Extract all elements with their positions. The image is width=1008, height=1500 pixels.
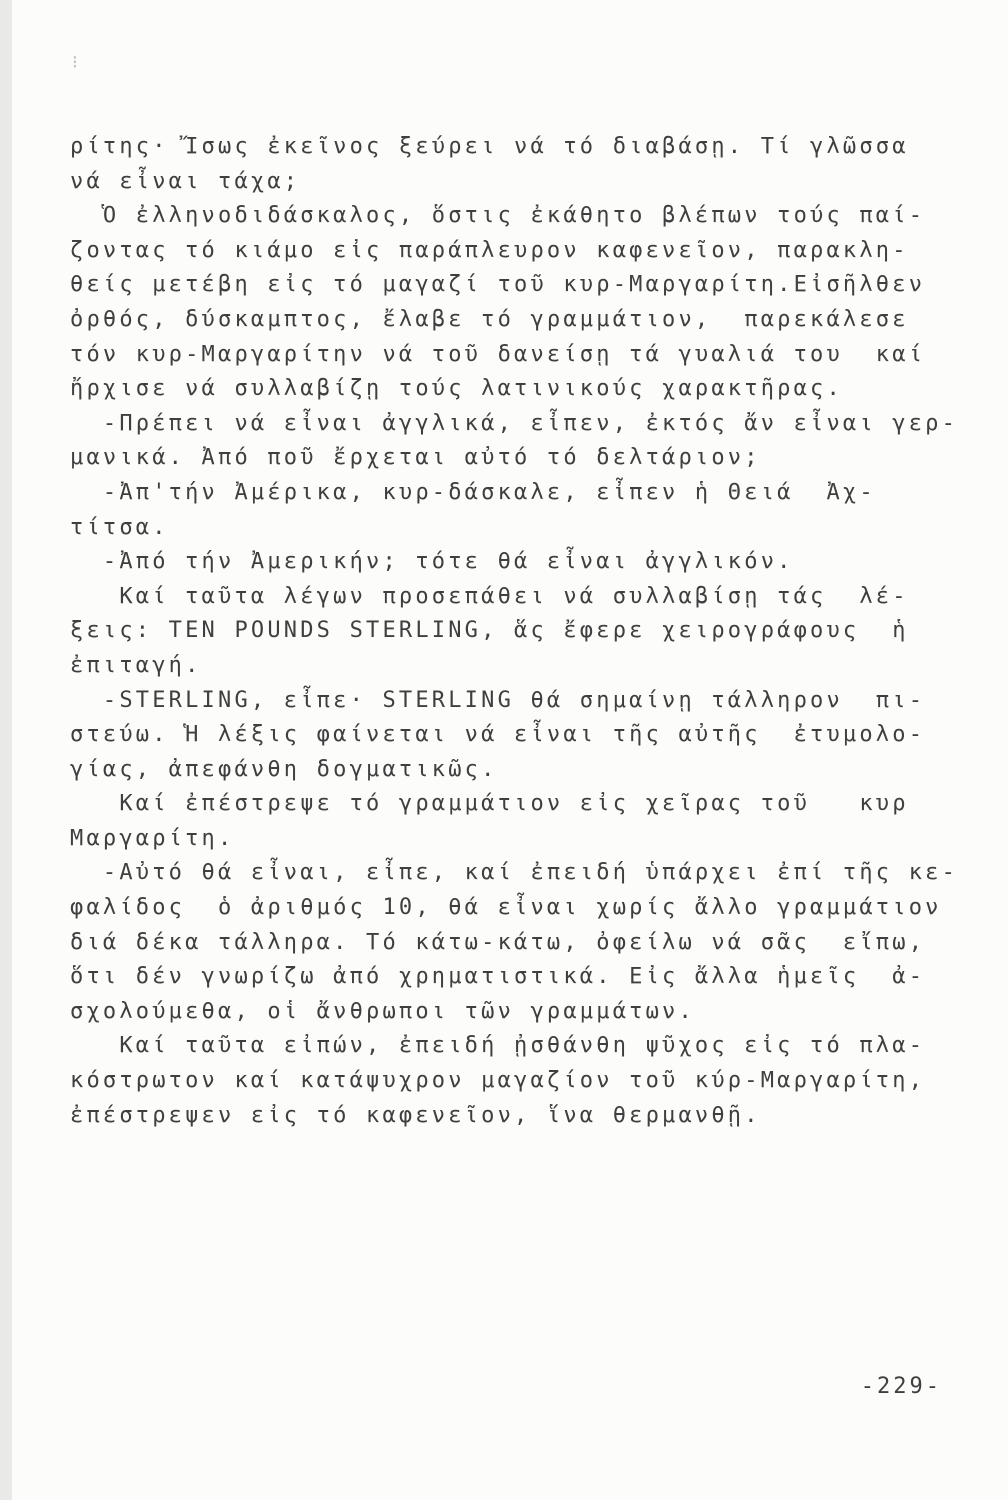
text-line: Ὁ ἐλληνοδιδάσκαλος, ὅστις ἐκάθητο βλέπων τούς παί- bbox=[70, 203, 926, 229]
text-line: -Ἀπό τήν Ἀμερικήν; τότε θά εἶναι ἀγγλικόν. bbox=[70, 549, 794, 575]
margin-mark: ⁝ bbox=[72, 52, 78, 73]
text-line: ἐπιταγή. bbox=[70, 652, 202, 678]
text-line: Καί ταῦτα εἰπών, ἐπειδή ᾐσθάνθη ψῦχος εἰς τό πλα- bbox=[70, 1033, 926, 1059]
text-line: Καί ταῦτα λέγων προσεπάθει νά συλλαβίσῃ τάς λέ- bbox=[70, 583, 909, 609]
text-line: ἐπέστρεψεν εἰς τό καφενεῖον, ἵνα θερμανθῇ. bbox=[70, 1102, 761, 1128]
body-text bbox=[70, 130, 960, 1133]
text-line: διά δέκα τάλληρα. Τό κάτω-κάτω, ὀφείλω νά σᾶς εἴπω, bbox=[70, 929, 926, 955]
page-number: -229- bbox=[860, 1374, 942, 1399]
text-line: θείς μετέβη εἰς τό μαγαζί τοῦ κυρ-Μαργαρίτη.Εἰσῆλθεν bbox=[70, 272, 926, 298]
text-line: τόν κυρ-Μαργαρίτην νά τοῦ δανείσῃ τά γυαλιά του καί bbox=[70, 341, 926, 367]
text-line: κόστρωτον καί κατάψυχρον μαγαζίον τοῦ κύρ-Μαργαρίτη, bbox=[70, 1068, 926, 1094]
text-line: -Αὐτό θά εἶναι, εἶπε, καί ἐπειδή ὑπάρχει ἐπί τῆς κε- bbox=[70, 860, 959, 886]
text-line: σχολούμεθα, οἱ ἄνθρωποι τῶν γραμμάτων. bbox=[70, 998, 695, 1024]
text-line: ζοντας τό κιάμο εἰς παράπλευρον καφενεῖον, παρακλη- bbox=[70, 237, 909, 263]
text-line: ὀρθός, δύσκαμπτος, ἔλαβε τό γραμμάτιον, παρεκάλεσε bbox=[70, 306, 909, 332]
text-line: ρίτης· Ἴσως ἐκεῖνος ξεύρει νά τό διαβάσῃ. Τί γλῶσσα bbox=[70, 134, 909, 159]
text-line: τίτσα. bbox=[70, 514, 169, 540]
text-line: -STERLING, εἶπε· STERLING θά σημαίνῃ τάλληρον πι- bbox=[70, 687, 926, 713]
text-line: στεύω. Ἡ λέξις φαίνεται νά εἶναι τῆς αὐτῆς ἐτυμολο- bbox=[70, 722, 926, 748]
text-line: -Ἀπ'τήν Ἀμέρικα, κυρ-δάσκαλε, εἶπεν ἡ Θειά Ἀχ- bbox=[70, 479, 876, 505]
text-line: Μαργαρίτη. bbox=[70, 825, 235, 851]
text-line: ἤρχισε νά συλλαβίζῃ τούς λατινικούς χαρακτῆρας. bbox=[70, 376, 843, 402]
text-line: γίας, ἀπεφάνθη δογματικῶς. bbox=[70, 756, 498, 782]
text-line: Καί ἐπέστρεψε τό γραμμάτιον εἰς χεῖρας τοῦ κυρ bbox=[70, 791, 909, 817]
text-line: ξεις: TEN POUNDS STERLING, ἅς ἔφερε χειρογράφους ἡ bbox=[70, 618, 909, 644]
text-line: ὅτι δέν γνωρίζω ἀπό χρηματιστικά. Εἰς ἄλλα ἡμεῖς ἀ- bbox=[70, 964, 926, 990]
text-line: μανικά. Ἀπό ποῦ ἔρχεται αὐτό τό δελτάριον; bbox=[70, 445, 761, 471]
text-line: νά εἶναι τάχα; bbox=[70, 168, 301, 194]
text-line: -Πρέπει νά εἶναι ἀγγλικά, εἶπεν, ἐκτός ἄν εἶναι γερ- bbox=[70, 410, 959, 436]
text-line: φαλίδος ὁ ἀριθμός 10, θά εἶναι χωρίς ἄλλο γραμμάτιον bbox=[70, 895, 942, 921]
